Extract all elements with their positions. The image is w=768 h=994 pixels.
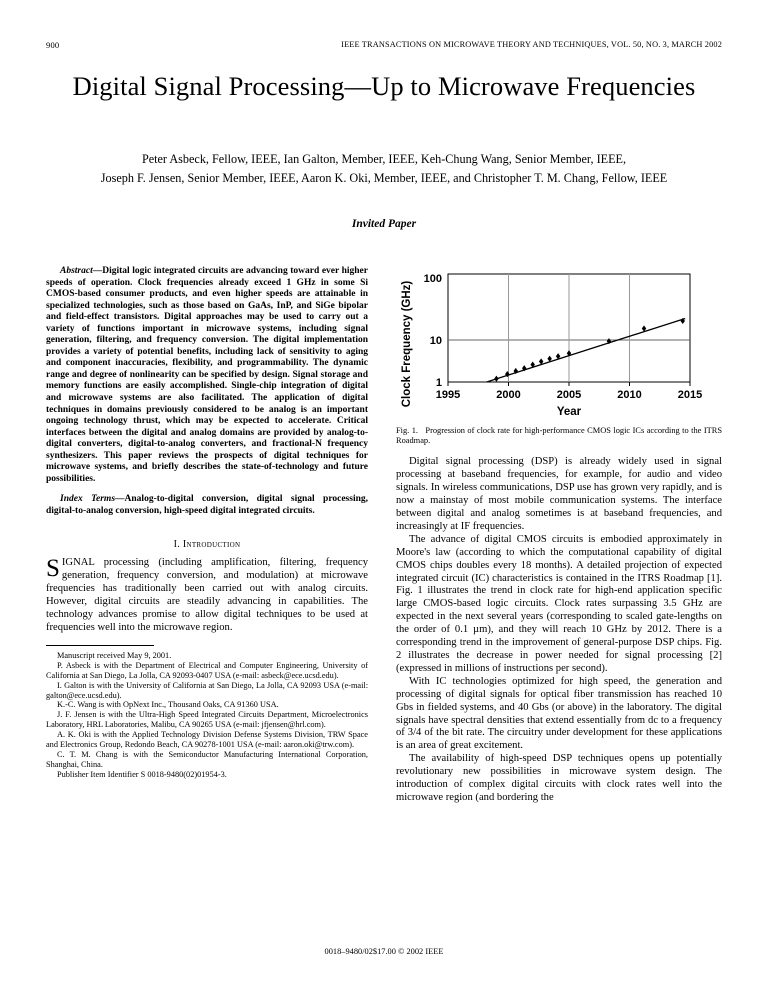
author-line-1-text: Peter Asbeck, Fellow, IEEE, Ian Galton, Member, IEEE, Keh-Chung Wang, Senior Member, IEEE, <box>141 152 627 166</box>
left-column <box>46 266 368 780</box>
right-column <box>396 266 722 805</box>
figure-1-chart <box>396 266 722 418</box>
running-head <box>46 40 722 54</box>
journal-header: IEEE TRANSACTIONS ON MICROWAVE THEORY AND TECHNIQUES, VOL. 50, NO. 3, MARCH 2002 <box>341 40 722 49</box>
body-paragraph: The advance of digital CMOS circuits is embodied approximately in Moore's law (according to which the computational capability of digital CMOS chips doubles every 18 months). A detailed projection of expected integrated circuit (IC) characteristics is contained in the ITRS Roadmap [1]. Fig. 1 illustrates the trend in clock rate for high-end application specific large CMOS-based logic circuits. Clock rates surpassing 3.5 GHz are expected in the next several years (corresponding to scaled gate-lengths on the order of 0.1 µm), and they will reach 10 GHz by 2012. There is a corresponding trend in the improvement of general-purpose DSP chips. Fig. 2 illustrates the decrease in power needed for signal processing [2] (expressed in millions of instructions per second). <box>396 533 722 674</box>
figure-1-caption-label: Fig. 1. <box>396 426 419 435</box>
footnote-item: A. K. Oki is with the Applied Technology Division Defense Systems Division, TRW Space and Electronics Group, Redondo Beach, CA 90278-1001 USA (e-mail: aaron.oki@trw.com). <box>46 730 368 750</box>
abstract-runin-label: Abstract— <box>60 266 103 276</box>
chart-x-tick-2000: 2000 <box>496 389 521 401</box>
body-paragraph: Digital signal processing (DSP) is already widely used in signal processing at baseband frequencies, for example, for audio and video signals. In wireless communications, DSP use has grown very rapidly, and is now a mainstay of most mobile communication systems. The interface between digital and analog sometimes is at baseband frequencies, and increasingly at IF frequencies. <box>396 456 722 532</box>
index-terms-paragraph <box>46 494 368 517</box>
paper-title: Digital Signal Processing—Up to Microwave Frequencies <box>72 71 696 101</box>
footnote-item: K.-C. Wang is with OpNext Inc., Thousand Oaks, CA 91360 USA. <box>57 700 279 710</box>
introduction-lead-word: IGNAL <box>61 557 95 569</box>
invited-paper-note: Invited Paper <box>351 218 417 230</box>
body-paragraph: With IC technologies optimized for high speed, the generation and processing of digital signals for optical fiber transmission has reached 10 Gbs in fielded systems, and 40 Gbs (or above) in the laboratory. The digital signals have spectral densities that extend essentially from dc to a frequency of 3/4 of the bit rate. The circuitry under development for these applications is an area of great excitement. <box>396 675 722 752</box>
footnote-divider <box>46 645 154 646</box>
footnote-item: Manuscript received May 9, 2001. <box>57 650 172 660</box>
introduction-paragraph <box>46 557 368 634</box>
chart-y-axis-label: Clock Frequency (GHz) <box>401 280 413 408</box>
footnote-item: J. F. Jensen is with the Ultra-High Speed Integrated Circuits Department, Microelectronics Laboratory, HRL Laboratories, Malibu, CA 90265 USA (e-mail: jfjensen@hrl.com). <box>46 710 368 730</box>
index-terms-runin-label: Index Terms— <box>60 494 125 505</box>
footnote-item: C. T. M. Chang is with the Semiconductor Manufacturing International Corporation, Shanghai, China. <box>46 749 368 769</box>
figure-1 <box>396 266 722 456</box>
introduction-body-text: processing (including amplification, filtering, frequency generation, frequency conversion, and modulation) at microwave frequencies has traditionally been carried out with analog circuits. However, digital circuits are steadily advancing in capabilities. The technology advances promise to allow digital techniques to be used at frequencies well into the microwave region. <box>46 557 368 634</box>
index-terms-text: Analog-to-digital conversion, digital signal processing, digital-to-analog conversion, high-speed digital integrated circuits. <box>46 494 368 516</box>
chart-x-tick-2010: 2010 <box>617 389 642 401</box>
chart-y-tick-1: 1 <box>435 377 442 389</box>
author-list <box>40 150 728 187</box>
figure-1-caption-text: Progression of clock rate for high-performance CMOS logic ICs according to the ITRS Roadmap. <box>396 426 722 446</box>
chart-x-tick-2005: 2005 <box>556 389 582 401</box>
drop-cap-letter: S <box>46 555 60 583</box>
chart-x-tickmarks <box>448 382 690 386</box>
footnote-item: I. Galton is with the University of California at San Diego, La Jolla, CA 92093 USA (e-mail: galton@ece.ucsd.edu). <box>46 680 368 700</box>
chart-x-tick-2015: 2015 <box>677 389 703 401</box>
footnote-item: Publisher Item Identifier S 0018-9480(02)01954-3. <box>57 769 227 779</box>
author-line-2-text: Joseph F. Jensen, Senior Member, IEEE, Aaron K. Oki, Member, IEEE, and Christopher T. M. Chang, Fellow, IEEE <box>100 170 668 185</box>
chart-y-tick-100: 100 <box>423 273 442 285</box>
copyright-footer: 0018–9480/02$17.00 © 2002 IEEE <box>324 947 444 956</box>
chart-x-tick-1995: 1995 <box>435 389 461 401</box>
footnote-item: P. Asbeck is with the Department of Electrical and Computer Engineering, University of California at San Diego, La Jolla, CA 92093-0407 USA (e-mail: asbeck@ece.ucsd.edu). <box>46 660 368 680</box>
abstract-paragraph <box>46 266 368 485</box>
page-number: 900 <box>46 40 60 50</box>
footnote-block <box>46 651 368 780</box>
author-line-1 <box>40 150 728 169</box>
abstract-text: Digital logic integrated circuits are advancing toward ever higher speeds of operation. Clock frequencies already exceed 1 GHz in some Si CMOS-based consumer products, and even higher speeds are attainable in specialized technologies, such as those based on GaAs, InP, and SiGe bipolar and field-effect transistors. Digital approaches may be used to carry out a variety of functions important in microwave systems, including signal generation, filtering, and frequency conversion. The digital implementation provides a variety of potential benefits, including lack of sensitivity to aging and component inaccuracies, flexibility, and programmability. The dynamic range and degree of nonlinearity can be specified by design. Signal storage and memory functions are easily accomplished. Single-chip integration of digital and microwave systems are also facilitated. The application of digital techniques in domains previously considered to be analog is an important ongoing technology thrust, which may be expected to accelerate. Critical interfaces between the digital and analog domains are provided by analog-to-digital converters, digital-to-analog converters, and fractional-N frequency synthesizers. This paper reviews the prospects of digital techniques for microwave systems, and briefly describes the state-of-technology and future possibilities. <box>46 266 368 484</box>
chart-x-axis-label: Year <box>556 406 582 418</box>
figure-1-caption <box>396 426 722 446</box>
section-heading-introduction: I. Introduction <box>173 539 241 551</box>
body-paragraph: The availability of high-speed DSP techniques opens up potentially revolutionary new possibilities in microwave system design. The introduction of complex digital circuits with clock rates well into the microwave region (and bordering the <box>396 753 722 803</box>
author-line-2 <box>40 169 728 188</box>
clock-rate-chart-svg <box>396 266 722 418</box>
chart-data-point <box>494 376 498 382</box>
chart-y-tick-10: 10 <box>429 335 442 347</box>
